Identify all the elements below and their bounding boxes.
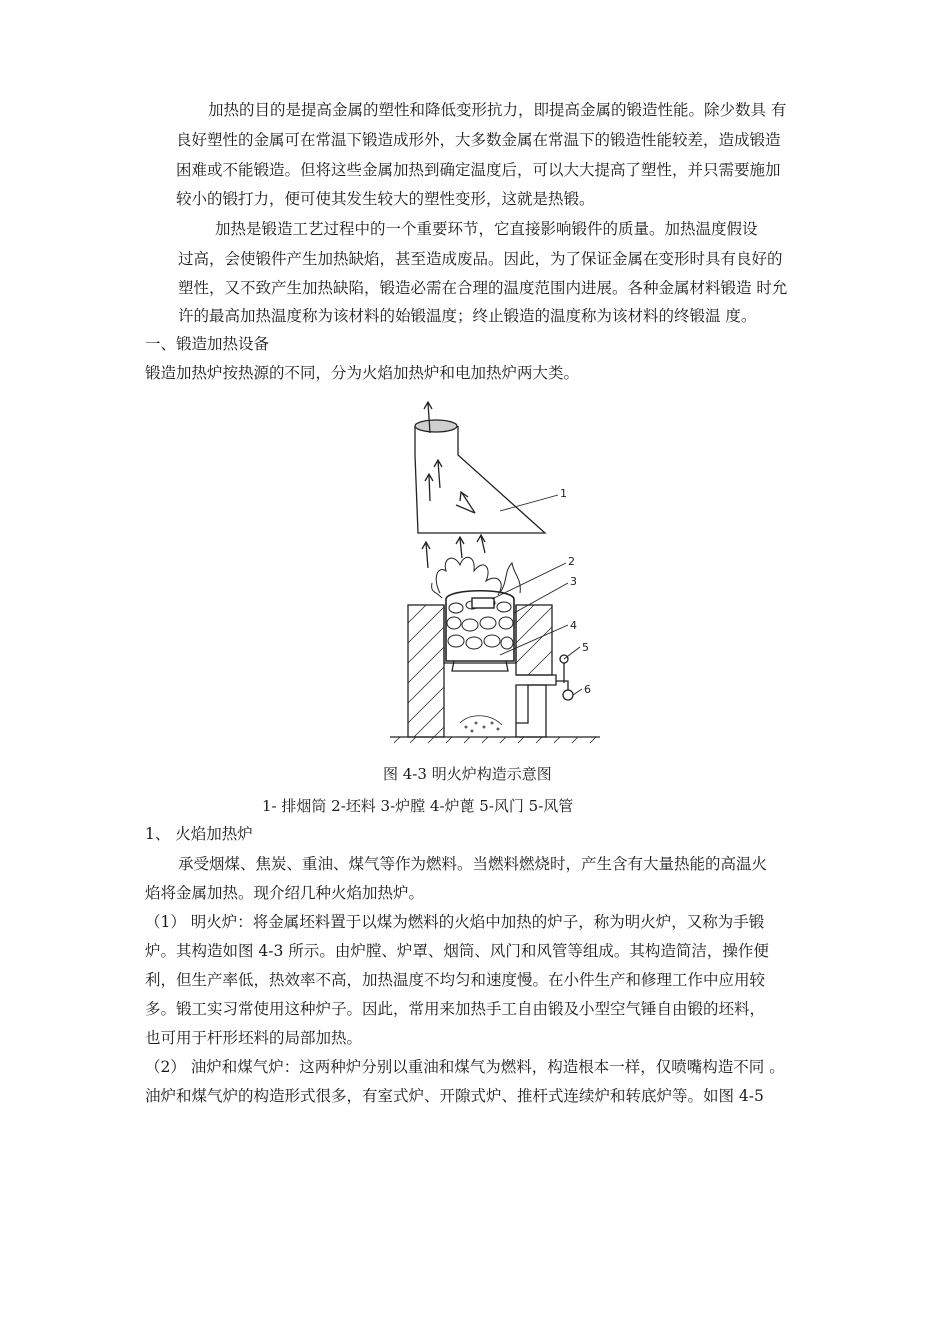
paragraph-1-line-2: 良好塑性的金属可在常温下锻造成形外，大多数金属在常温下的锻造性能较差，造成锻造: [176, 131, 781, 149]
air-duct: [516, 675, 556, 723]
figure-label-1: 1: [560, 487, 567, 500]
duct-housing: [516, 685, 546, 737]
workpiece: [472, 598, 494, 608]
section-heading: 一、锻造加热设备: [145, 335, 270, 353]
hearth: [444, 605, 516, 663]
paragraph-4-line-2: 炉。其构造如图 4-3 所示。由炉膛、炉罩、烟筒、风门和风管等组成。其构造简洁，操作便: [145, 942, 769, 960]
paragraph-4-line-1: （1） 明火炉：将金属坯料置于以煤为燃料的火焰中加热的炉子，称为明火炉，又称为手锻: [145, 913, 765, 931]
figure-legend: 1- 排烟筒 2-坯料 3-炉膛 4-炉蓖 5-风门 5-风管: [262, 797, 574, 815]
paragraph-1-line-1: 加热的目的是提高金属的塑性和降低变形抗力，即提高金属的锻造性能。除少数具 有: [208, 101, 787, 119]
paragraph-1-line-4: 较小的锻打力，便可使其发生较大的塑性变形，这就是热锻。: [176, 190, 595, 208]
paragraph-2-line-3: 塑性，又不致产生加热缺陷，锻造必需在合理的温度范围内进展。各种金属材料锻造 时允: [178, 279, 788, 297]
paragraph-4-line-4: 多。锻工实习常使用这种炉子。因此，常用来加热手工自由锻及小型空气锤自由锻的坯料，: [145, 1000, 766, 1018]
chimney-top: [415, 420, 457, 432]
paragraph-2-line-1: 加热是锻造工艺过程中的一个重要环节，它直接影响锻件的质量。加热温度假设: [215, 220, 758, 238]
flames: [436, 557, 501, 595]
paragraph-5-line-1: （2） 油炉和煤气炉：这两种炉分别以重油和煤气为燃料，构造根本一样，仅喷嘴构造不同 。: [145, 1058, 785, 1076]
figure-label-6: 6: [584, 683, 591, 696]
forge-diagram-figure: [380, 393, 610, 753]
figure-caption: 图 4-3 明火炉构造示意图: [383, 765, 552, 783]
figure-label-5: 5: [582, 641, 589, 654]
subsection-heading: 1、 火焰加热炉: [145, 825, 253, 843]
paragraph-3-line-2: 焰将金属加热。现介绍几种火焰加热炉。: [145, 884, 425, 902]
ash-pile: [460, 716, 502, 732]
valve-wheel: [563, 690, 573, 700]
paragraph-3-line-1: 承受烟煤、焦炭、重油、煤气等作为燃料。当燃料燃烧时，产生含有大量热能的高温火: [178, 855, 768, 873]
paragraph-1-line-3: 困难或不能锻造。但将这些金属加热到确定温度后，可以大大提高了塑性，并只需要施加: [176, 161, 781, 179]
figure-label-4: 4: [570, 619, 577, 632]
figure-label-3: 3: [570, 575, 577, 588]
paragraph-5-line-2: 油炉和煤气炉的构造形式很多，有室式炉、开隙式炉、推杆式连续炉和转底炉等。如图 4-5: [145, 1087, 764, 1105]
paragraph-4-line-3: 利，但生产率低，热效率不高，加热温度不均匀和速度慢。在小件生产和修理工作中应用较: [145, 971, 766, 989]
paragraph-4-line-5: 也可用于杆形坯料的局部加热。: [145, 1029, 363, 1047]
paragraph-2-line-2: 过高，会使锻件产生加热缺焰，甚至造成废品。因此，为了保证金属在变形时具有良好的: [178, 250, 783, 268]
figure-label-2: 2: [568, 555, 575, 568]
chimney-hood: [415, 426, 545, 533]
paragraph-2-line-4: 许的最高加热温度称为该材料的始锻温度；终止锻造的温度称为该材料的终锻温 度。: [178, 307, 757, 325]
section-intro: 锻造加热炉按热源的不同，分为火焰加热炉和电加热炉两大类。: [145, 364, 580, 382]
